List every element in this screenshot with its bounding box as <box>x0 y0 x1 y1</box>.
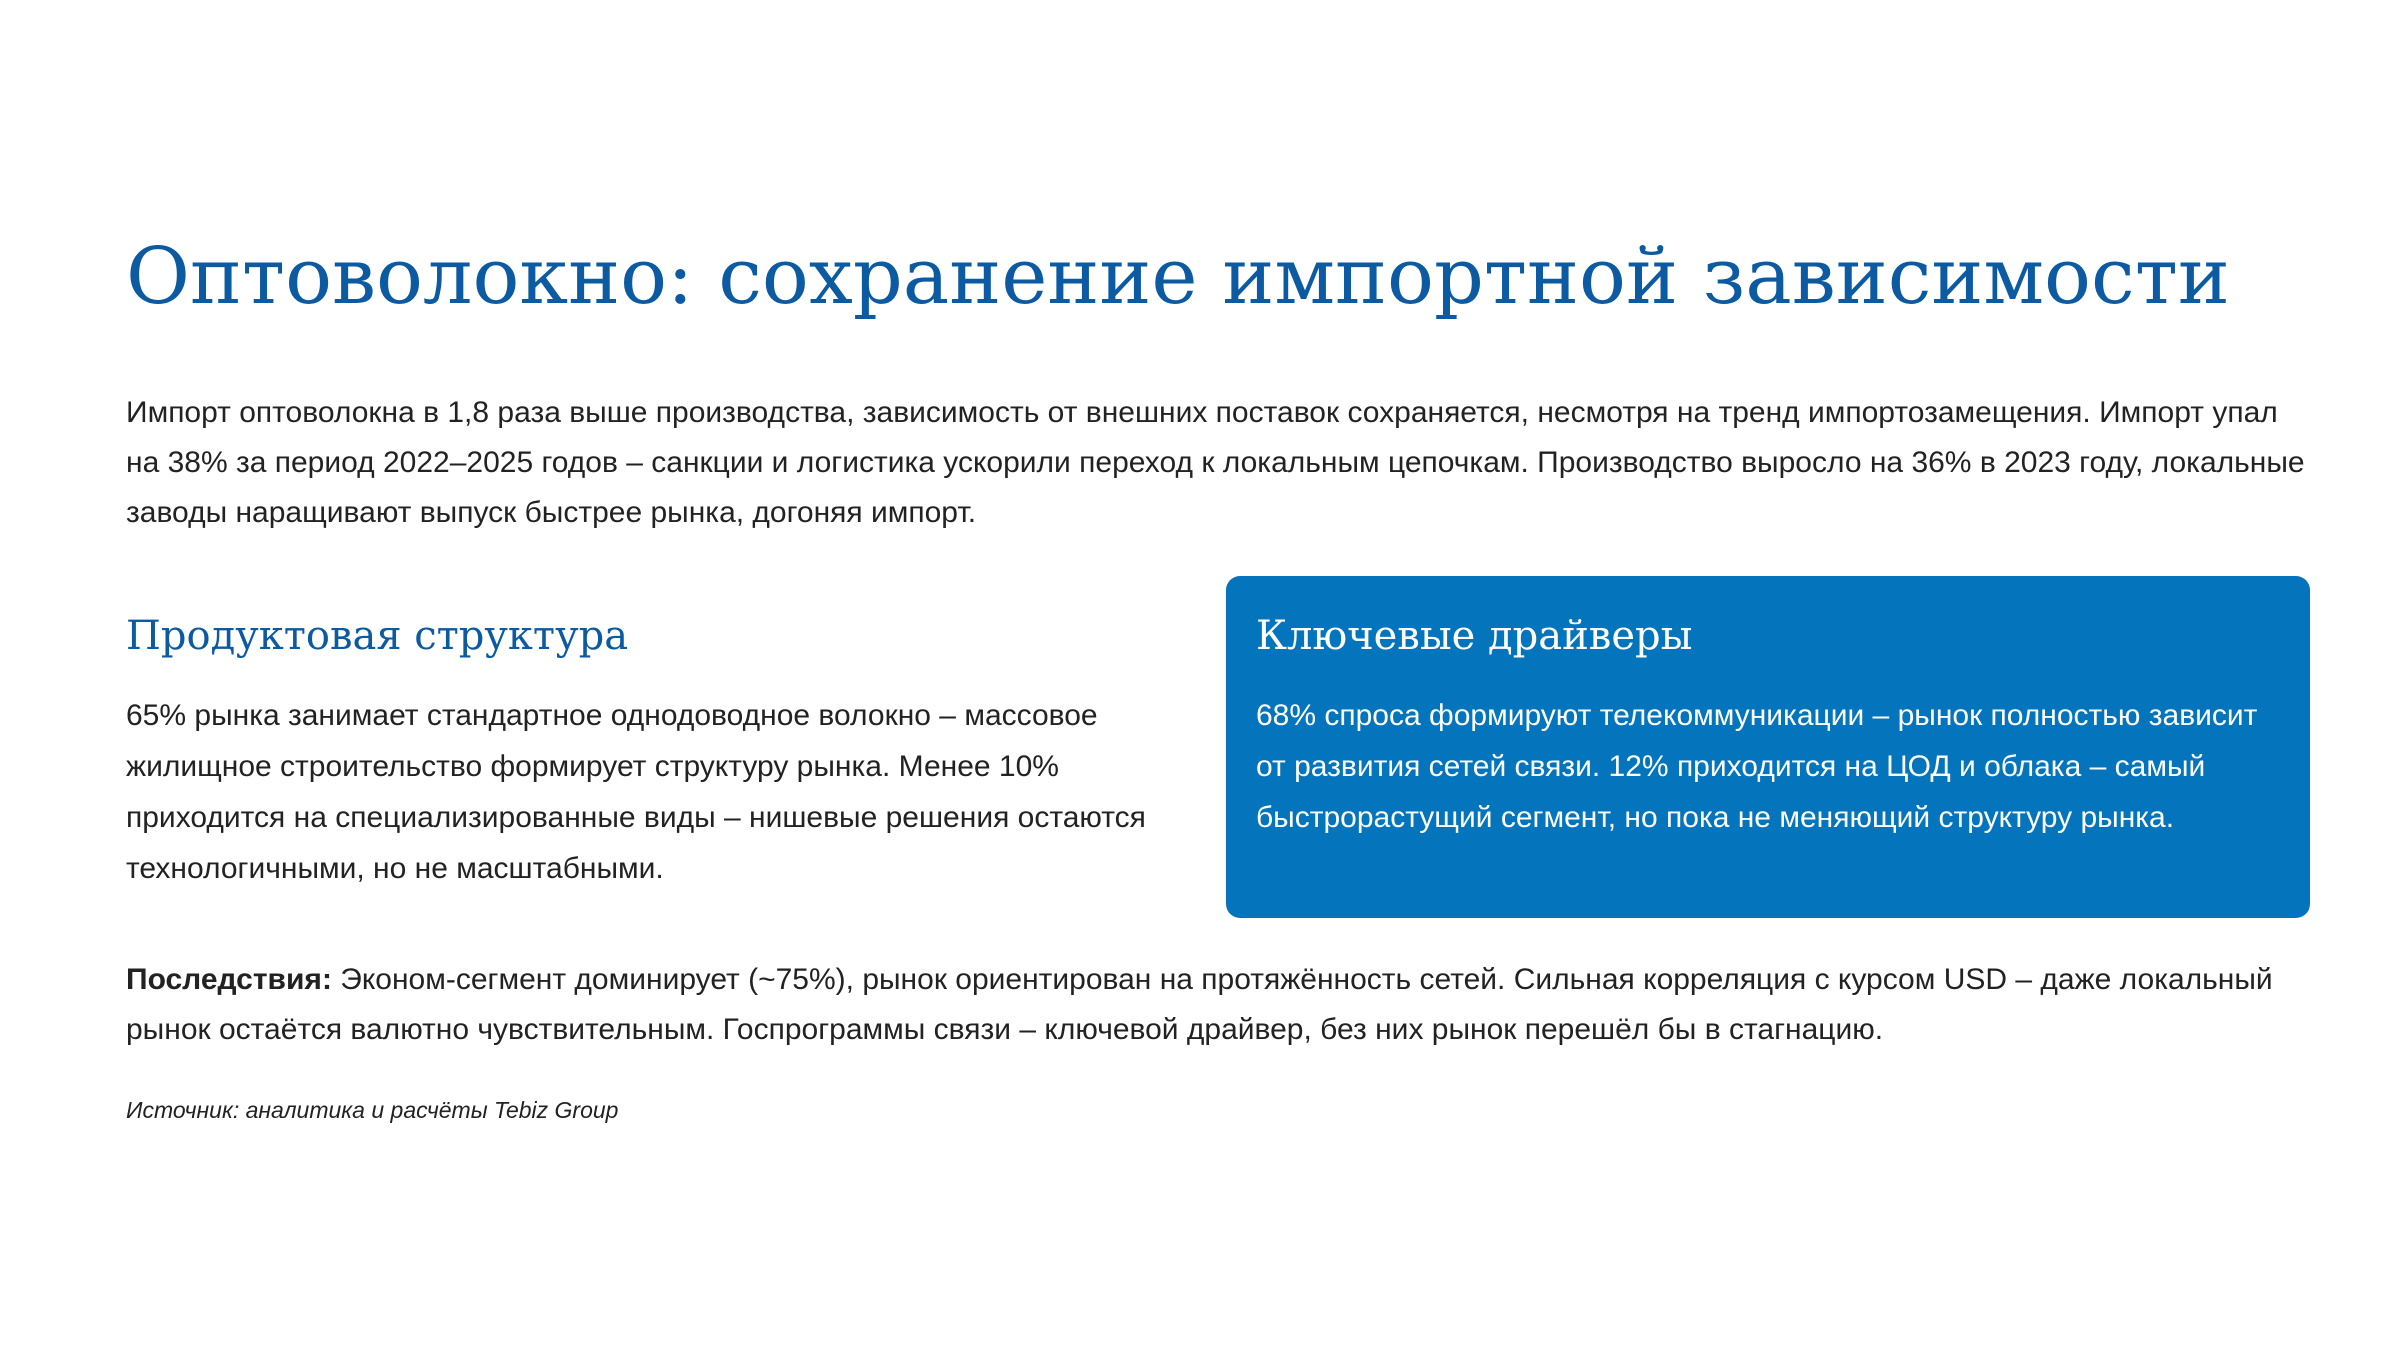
page-title: Оптоволокно: сохранение импортной зависимости <box>126 232 2230 322</box>
intro-paragraph: Импорт оптоволокна в 1,8 раза выше производства, зависимость от внешних поставок сохраняется, несмотря на тренд импортозамещения. Импорт упал на 38% за период 2022–2025 годов – санкции и логистика ускорили переход к локальным цепочкам. Производство выросло на 36% в 2023 году, локальные заводы наращивают выпуск быстрее рынка, догоняя импорт. <box>126 396 2305 529</box>
key-drivers-heading: Ключевые драйверы <box>1256 613 1693 659</box>
key-drivers-box <box>1226 576 2310 918</box>
consequences-text: Эконом-сегмент доминирует (~75%), рынок ориентирован на протяжённость сетей. Сильная корреляция с курсом USD – даже локальный рынок остаётся валютно чувствительным. Госпрограммы связи – ключевой драйвер, без них рынок перешёл бы в стагнацию. <box>126 963 2273 1046</box>
slide <box>126 0 2310 1350</box>
product-structure-text: 65% рынка занимает стандартное однодоводное волокно – массовое жилищное строительство формирует структуру рынка. Менее 10% приходится на специализированные виды – нишевые решения остаются технологичными, но не масштабными. <box>126 699 1146 885</box>
product-structure-heading: Продуктовая структура <box>126 613 629 659</box>
source-note: Источник: аналитика и расчёты Tebiz Group <box>126 1097 619 1123</box>
consequences-paragraph <box>126 955 2316 1055</box>
consequences-label: Последствия: <box>126 963 332 996</box>
key-drivers-text: 68% спроса формируют телекоммуникации – рынок полностью зависит от развития сетей связи. 12% приходится на ЦОД и облака – самый быстрорастущий сегмент, но пока не меняющий структуру рынка. <box>1256 699 2258 834</box>
product-structure-section <box>126 596 1186 894</box>
